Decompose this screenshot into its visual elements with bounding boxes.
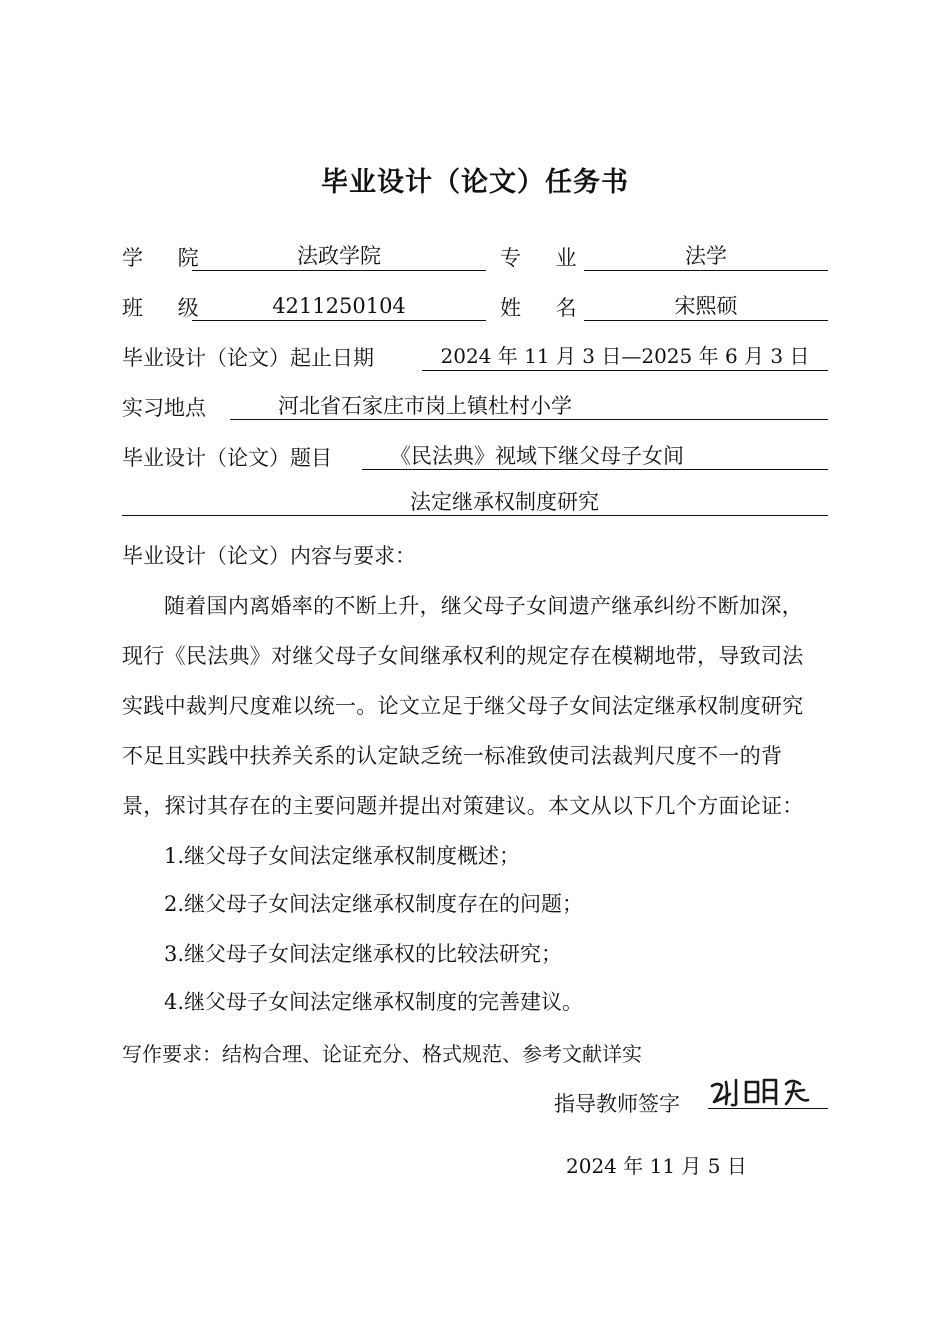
body-line: 现行《民法典》对继父母子女间继承权利的规定存在模糊地带，导致司法 <box>122 644 804 668</box>
body-line: 景，探讨其存在的主要问题并提出对策建议。本文从以下几个方面论证： <box>122 794 804 818</box>
class-value: 4211250104 <box>192 292 486 321</box>
class-label: 班 级 <box>122 296 213 320</box>
body-line: 实践中裁判尺度难以统一。论文立足于继父母子女间法定继承权制度研究 <box>122 694 804 718</box>
topic-row <box>122 442 828 476</box>
location-row <box>122 392 828 426</box>
topic-row-2 <box>122 488 828 522</box>
signature-date: 2024 年 11 月 5 日 <box>566 1154 747 1178</box>
body-line: 随着国内离婚率的不断上升，继父母子女间遗产继承纠纷不断加深， <box>164 594 803 618</box>
content-heading: 毕业设计（论文）内容与要求： <box>122 544 416 568</box>
name-value: 宋熙硕 <box>584 292 828 321</box>
major-value: 法学 <box>584 242 828 271</box>
advisor-signature-label: 指导教师签字 <box>554 1092 680 1116</box>
period-row <box>122 342 828 376</box>
college-label: 学 院 <box>122 246 213 270</box>
topic-value-line1: 《民法典》视域下继父母子女间 <box>362 442 828 470</box>
page-title: 毕业设计（论文）任务书 <box>321 167 629 198</box>
period-label: 毕业设计（论文）起止日期 <box>122 346 374 370</box>
name-label: 姓 名 <box>500 296 591 320</box>
topic-label: 毕业设计（论文）题目 <box>122 446 332 470</box>
list-item: 3.继父母子女间法定继承权的比较法研究； <box>164 942 563 966</box>
college-value: 法政学院 <box>192 242 486 271</box>
period-value: 2024 年 11 月 3 日—2025 年 6 月 3 日 <box>422 342 828 371</box>
handwritten-signature <box>706 1072 816 1112</box>
list-item: 2.继父母子女间法定继承权制度存在的问题； <box>164 892 584 916</box>
location-value: 河北省石家庄市岗上镇杜村小学 <box>230 392 828 420</box>
class-name-row <box>122 292 828 326</box>
major-label: 专 业 <box>500 246 591 270</box>
topic-value-line2: 法定继承权制度研究 <box>122 488 828 516</box>
list-item: 1.继父母子女间法定继承权制度概述； <box>164 844 521 868</box>
list-item: 4.继父母子女间法定继承权制度的完善建议。 <box>164 990 584 1014</box>
body-line: 不足且实践中扶养关系的认定缺乏统一标准致使司法裁判尺度不一的背 <box>122 744 783 768</box>
location-label: 实习地点 <box>122 396 206 420</box>
writing-requirements: 写作要求：结构合理、论证充分、格式规范、参考文献详实 <box>122 1042 642 1066</box>
college-major-row <box>122 242 828 276</box>
